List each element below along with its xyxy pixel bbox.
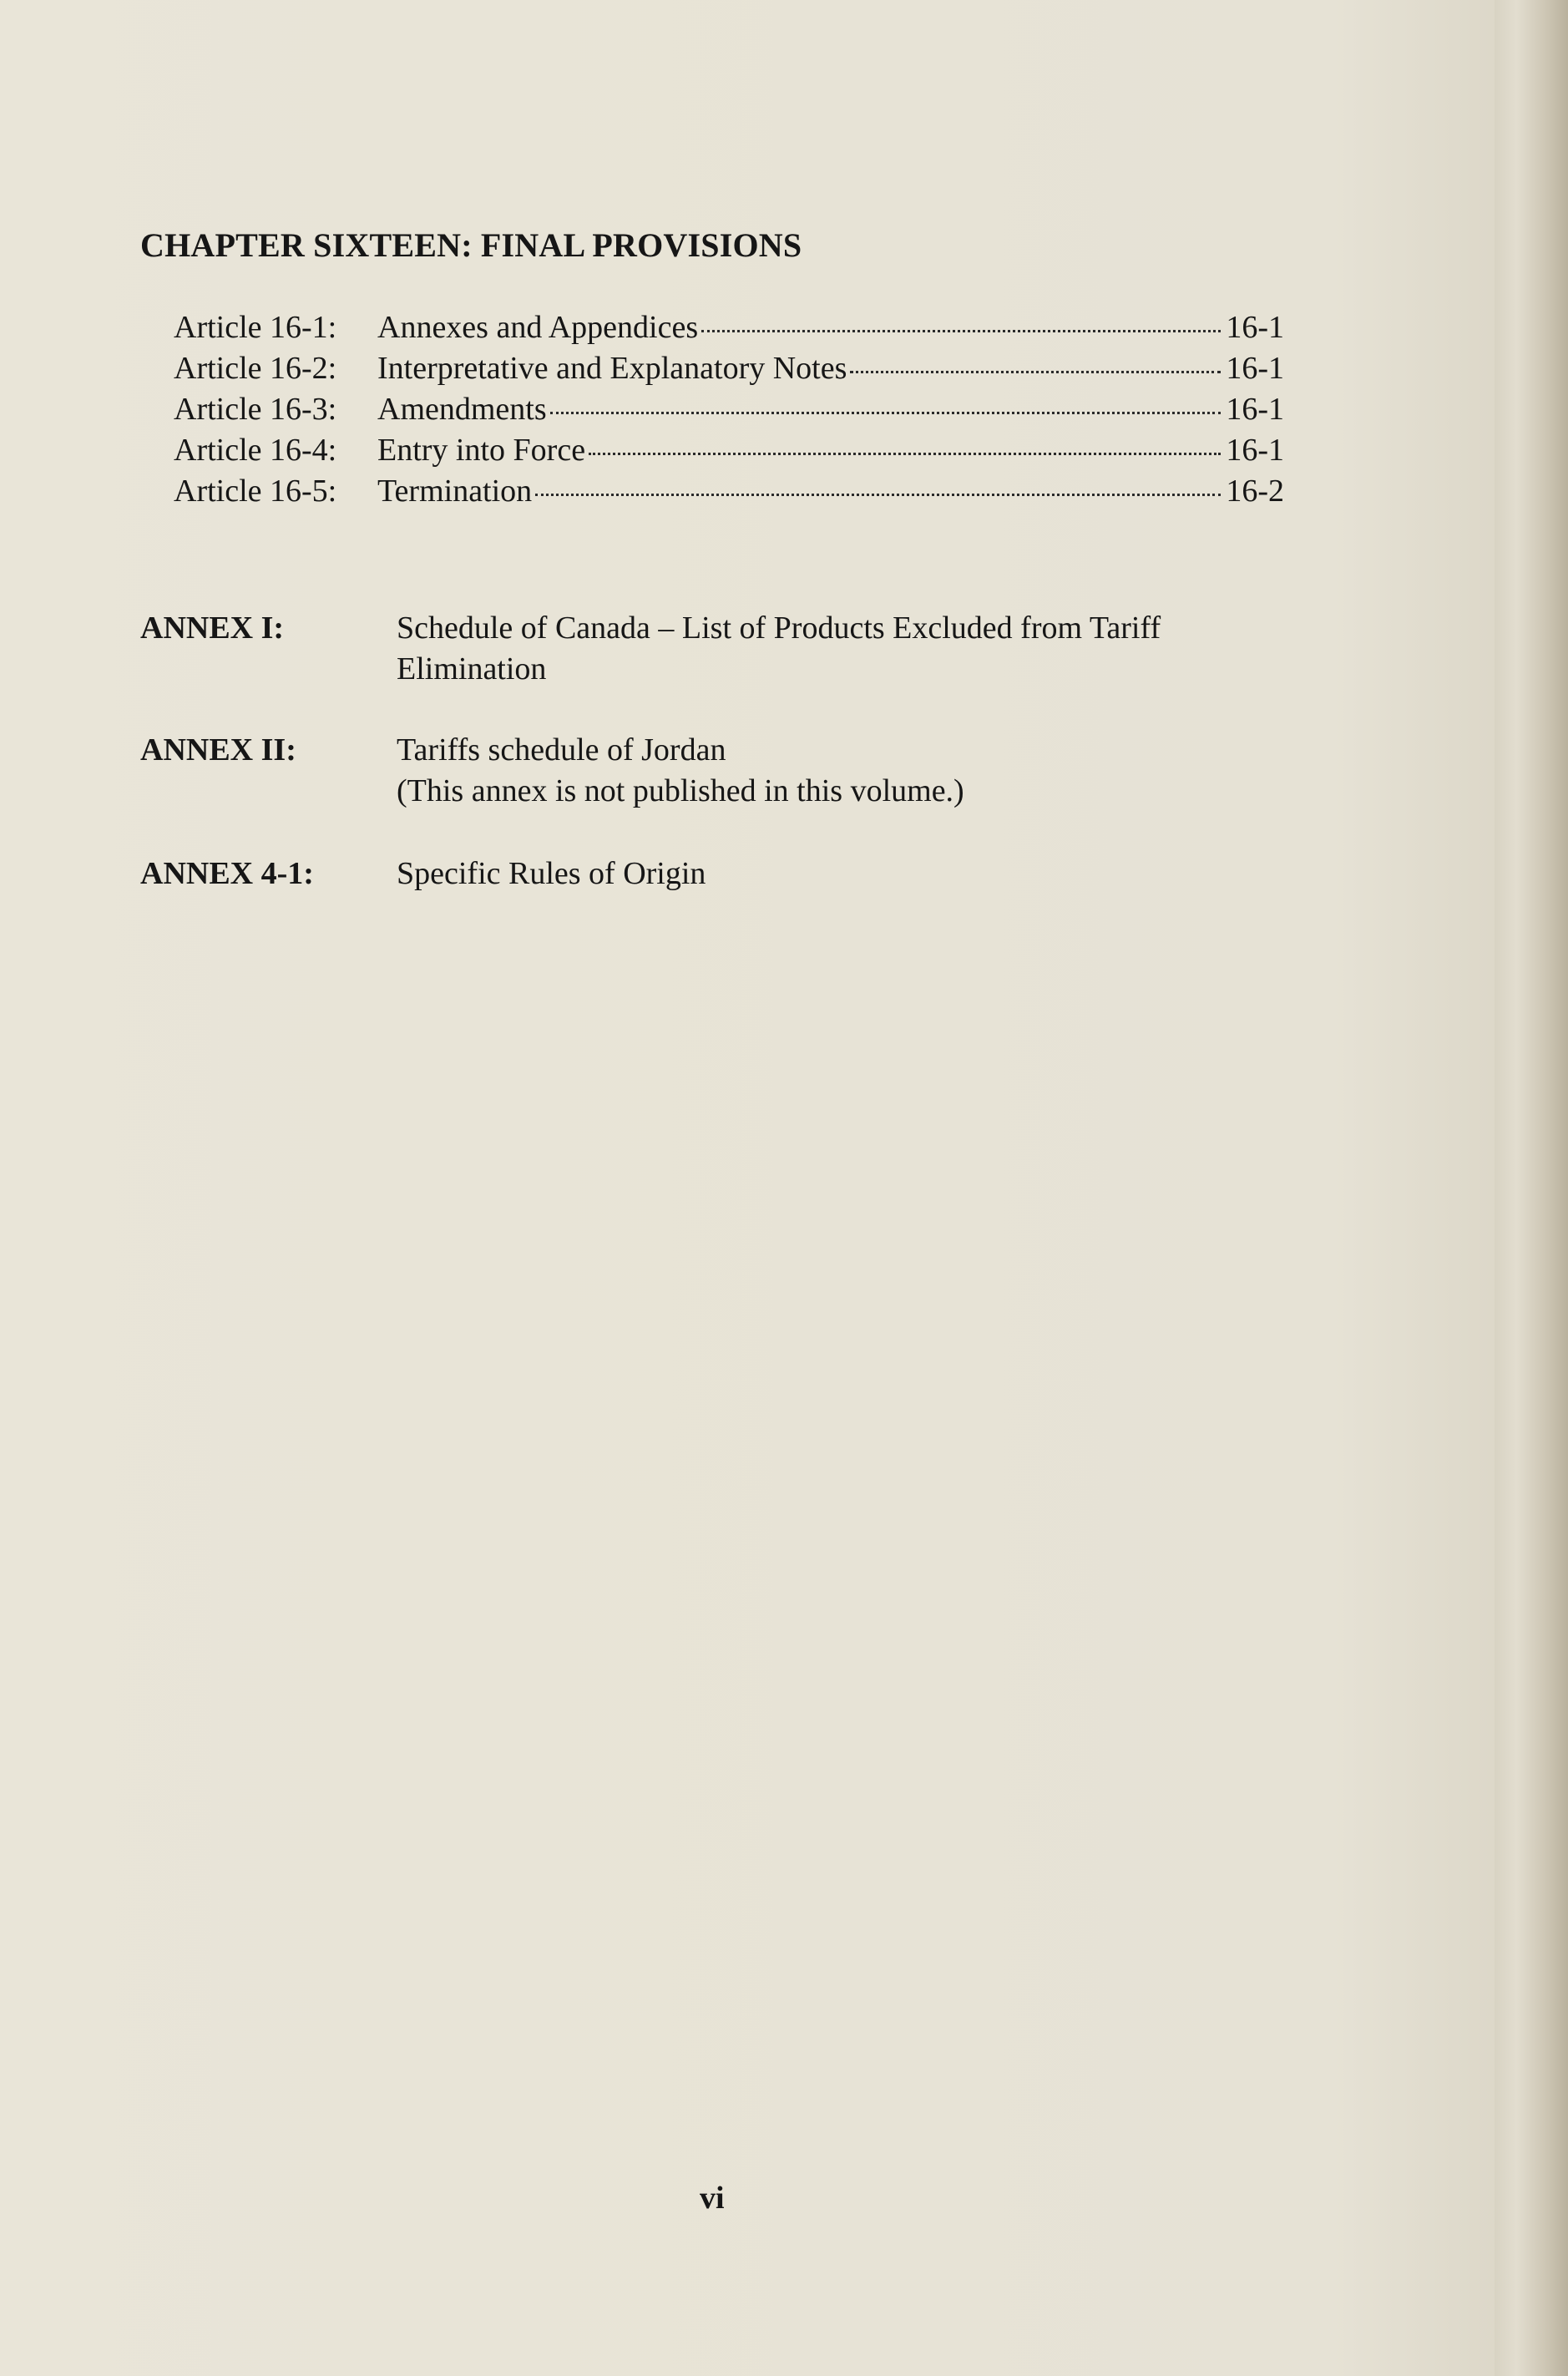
toc-article-title: Annexes and Appendices bbox=[377, 310, 699, 345]
annex-label: ANNEX I: bbox=[140, 610, 285, 646]
toc-dot-leader bbox=[589, 453, 1221, 455]
annex-description bbox=[397, 608, 1315, 690]
toc-article-number: Article 16-5: bbox=[174, 474, 337, 509]
toc-dot-leader bbox=[850, 371, 1221, 373]
toc-dot-leader bbox=[701, 330, 1221, 332]
toc-page-number: 16-1 bbox=[1226, 433, 1284, 468]
toc-row bbox=[174, 471, 1284, 512]
toc-page-number: 16-1 bbox=[1226, 392, 1284, 427]
toc-article-number: Article 16-2: bbox=[174, 351, 337, 386]
annex-description-line: Tariffs schedule of Jordan bbox=[397, 732, 726, 768]
annex-description-line: (This annex is not published in this volume.) bbox=[397, 773, 964, 808]
toc-article-title: Amendments bbox=[377, 392, 547, 427]
toc-article-title: Termination bbox=[377, 474, 533, 509]
toc-row bbox=[174, 348, 1284, 389]
toc-article-number: Article 16-1: bbox=[174, 310, 337, 345]
annex-description-line: Schedule of Canada – List of Products Excluded from Tariff bbox=[397, 610, 1161, 646]
toc-dot-leader bbox=[535, 494, 1221, 496]
toc-article-title: Interpretative and Explanatory Notes bbox=[377, 351, 847, 386]
toc-row bbox=[174, 307, 1284, 348]
annex-description-line: Specific Rules of Origin bbox=[397, 856, 706, 891]
table-of-contents bbox=[174, 307, 1284, 512]
annex-label: ANNEX II: bbox=[140, 732, 296, 768]
toc-article-number: Article 16-3: bbox=[174, 392, 337, 427]
chapter-heading: CHAPTER SIXTEEN: FINAL PROVISIONS bbox=[140, 226, 802, 264]
page-number: vi bbox=[700, 2181, 725, 2216]
page-edge-shadow bbox=[1495, 0, 1568, 2376]
toc-row bbox=[174, 389, 1284, 430]
annex-label: ANNEX 4-1: bbox=[140, 856, 314, 891]
toc-article-number: Article 16-4: bbox=[174, 433, 337, 468]
annex-description bbox=[397, 854, 1315, 894]
toc-page-number: 16-2 bbox=[1226, 474, 1284, 509]
toc-page-number: 16-1 bbox=[1226, 351, 1284, 386]
toc-row bbox=[174, 430, 1284, 471]
toc-dot-leader bbox=[550, 412, 1222, 414]
toc-article-title: Entry into Force bbox=[377, 433, 586, 468]
annex-description bbox=[397, 730, 1315, 812]
toc-page-number: 16-1 bbox=[1226, 310, 1284, 345]
annex-description-line: Elimination bbox=[397, 651, 547, 686]
